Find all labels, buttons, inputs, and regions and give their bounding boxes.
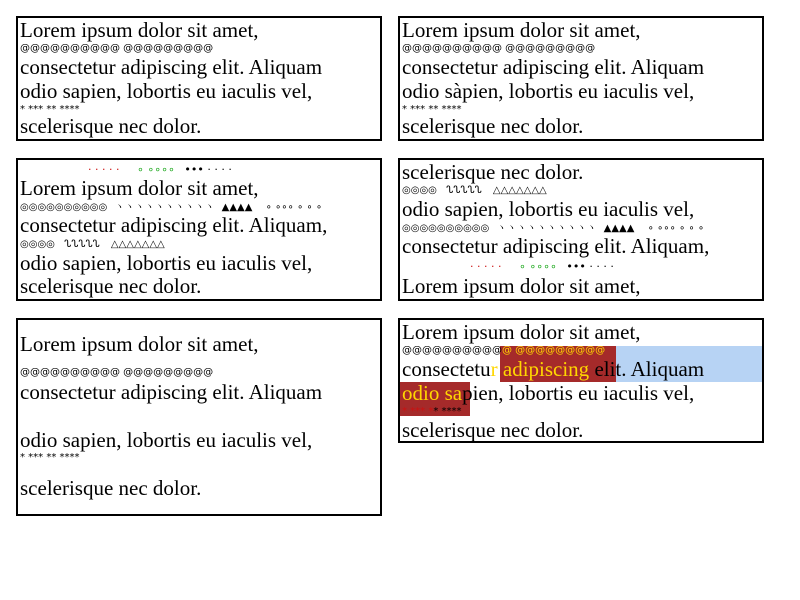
text-line-4: scelerisque nec dolor.	[402, 418, 584, 442]
filled-triangle-marks: ▲▲▲▲	[221, 202, 253, 213]
green-circles: ∘ ∘∘∘∘	[518, 260, 557, 273]
text-line-2: consectetur adipiscing elit. Aliquam	[20, 380, 323, 404]
annotation-shape-row	[20, 239, 165, 251]
text-line-4: scelerisque nec dolor.	[402, 160, 584, 184]
wave-marks: ᔐᔐᔐᔐᔐ	[446, 185, 482, 196]
text-plain: pien, lobortis eu iaculis vel,	[462, 381, 695, 405]
text-box-1	[16, 16, 382, 141]
text-line-3: odio sapien, lobortis eu iaculis vel,	[20, 251, 313, 275]
text-line-2: consectetur adipiscing elit. Aliquam,	[20, 213, 328, 237]
text-box-5	[16, 318, 382, 516]
annotation-star-marks: * *** ** ****	[20, 452, 80, 463]
text-line-4: scelerisque nec dolor.	[20, 274, 202, 298]
text-box-3	[16, 158, 382, 301]
wave-marks: ᔐᔐᔐᔐᔐ	[64, 239, 100, 250]
text-line-2: consectetur adipiscing elit. Aliquam,	[402, 234, 710, 258]
annotation-at-marks	[402, 345, 605, 357]
annotation-at-marks: @@@@@@@@@@ @@@@@@@@@	[20, 367, 214, 378]
text-line-3	[402, 383, 694, 404]
text-line-2: consectetur adipiscing elit. Aliquam	[402, 55, 705, 79]
star-marks-highlighted: * *** *	[402, 406, 434, 417]
at-marks-highlighted: @ @@@@@@@@@	[502, 345, 606, 356]
at-marks-plain: @@@@@@@@@@	[402, 345, 502, 356]
text-line-3: odio sapien, lobortis eu iaculis vel,	[402, 197, 695, 221]
text-box-6	[398, 318, 764, 443]
tick-marks: ヽヽヽヽヽヽヽヽヽヽ	[114, 202, 215, 213]
ring-marks: ◎◎◎◎◎◎◎◎◎◎	[20, 202, 108, 213]
annotation-star-marks: * *** ** ****	[402, 104, 462, 115]
text-line-2	[402, 359, 704, 380]
open-triangle-marks: △△△△△△△	[110, 239, 165, 250]
annotation-star-marks: * *** ** ****	[20, 104, 80, 115]
text-box-2	[398, 16, 764, 141]
text-line-3: odio sapien, lobortis eu iaculis vel,	[20, 428, 313, 452]
text-line-1: Lorem ipsum dolor sit amet,	[20, 176, 259, 200]
text-box-4	[398, 158, 764, 301]
text-selected: elit. Aliquam	[589, 357, 705, 381]
small-circle-marks: ∘ ∘∘∘ ∘ ∘ ∘	[265, 202, 323, 213]
annotation-star-marks	[402, 406, 462, 418]
text-highlighted: odio sa	[402, 381, 463, 405]
text-line-1: Lorem ipsum dolor sit amet,	[20, 332, 259, 356]
small-circle-marks: ∘ ∘∘∘ ∘ ∘ ∘	[647, 223, 705, 234]
green-circles: ∘ ∘∘∘∘	[136, 163, 175, 176]
text-line-1: Lorem ipsum dolor sit amet,	[20, 18, 259, 42]
text-highlighted: r adipiscing	[490, 357, 590, 381]
text-line-4: scelerisque nec dolor.	[20, 476, 202, 500]
star-marks-plain: * ****	[433, 406, 462, 417]
ring-marks: ◎◎◎◎◎◎◎◎◎◎	[402, 223, 490, 234]
black-dots: ••• · · · ·	[566, 260, 614, 273]
filled-triangle-marks: ▲▲▲▲	[603, 223, 635, 234]
annotation-dot-row	[470, 261, 614, 273]
text-line-4: scelerisque nec dolor.	[402, 114, 584, 138]
text-line-3: odio sapien, lobortis eu iaculis vel,	[20, 79, 313, 103]
text-line-1: Lorem ipsum dolor sit amet,	[402, 18, 641, 42]
red-dots: · · · · ·	[470, 260, 502, 273]
red-dots: · · · · ·	[88, 163, 120, 176]
spiral-marks: ◎◎◎◎	[402, 185, 437, 196]
annotation-shape-row	[402, 185, 547, 197]
spiral-marks: ◎◎◎◎	[20, 239, 55, 250]
text-line-2: consectetur adipiscing elit. Aliquam	[20, 55, 323, 79]
annotation-at-marks: @@@@@@@@@@ @@@@@@@@@	[402, 43, 596, 54]
open-triangle-marks: △△△△△△△	[492, 185, 547, 196]
text-line-3: odio sàpien, lobortis eu iaculis vel,	[402, 79, 695, 103]
tick-marks: ヽヽヽヽヽヽヽヽヽヽ	[496, 223, 597, 234]
annotation-dot-row	[88, 164, 232, 176]
text-line-4: scelerisque nec dolor.	[20, 114, 202, 138]
annotation-at-marks: @@@@@@@@@@ @@@@@@@@@	[20, 43, 214, 54]
text-line-1: Lorem ipsum dolor sit amet,	[402, 320, 641, 344]
text-line-1: Lorem ipsum dolor sit amet,	[402, 274, 641, 298]
black-dots: ••• · · · ·	[184, 163, 232, 176]
text-plain: consectetu	[402, 357, 491, 381]
